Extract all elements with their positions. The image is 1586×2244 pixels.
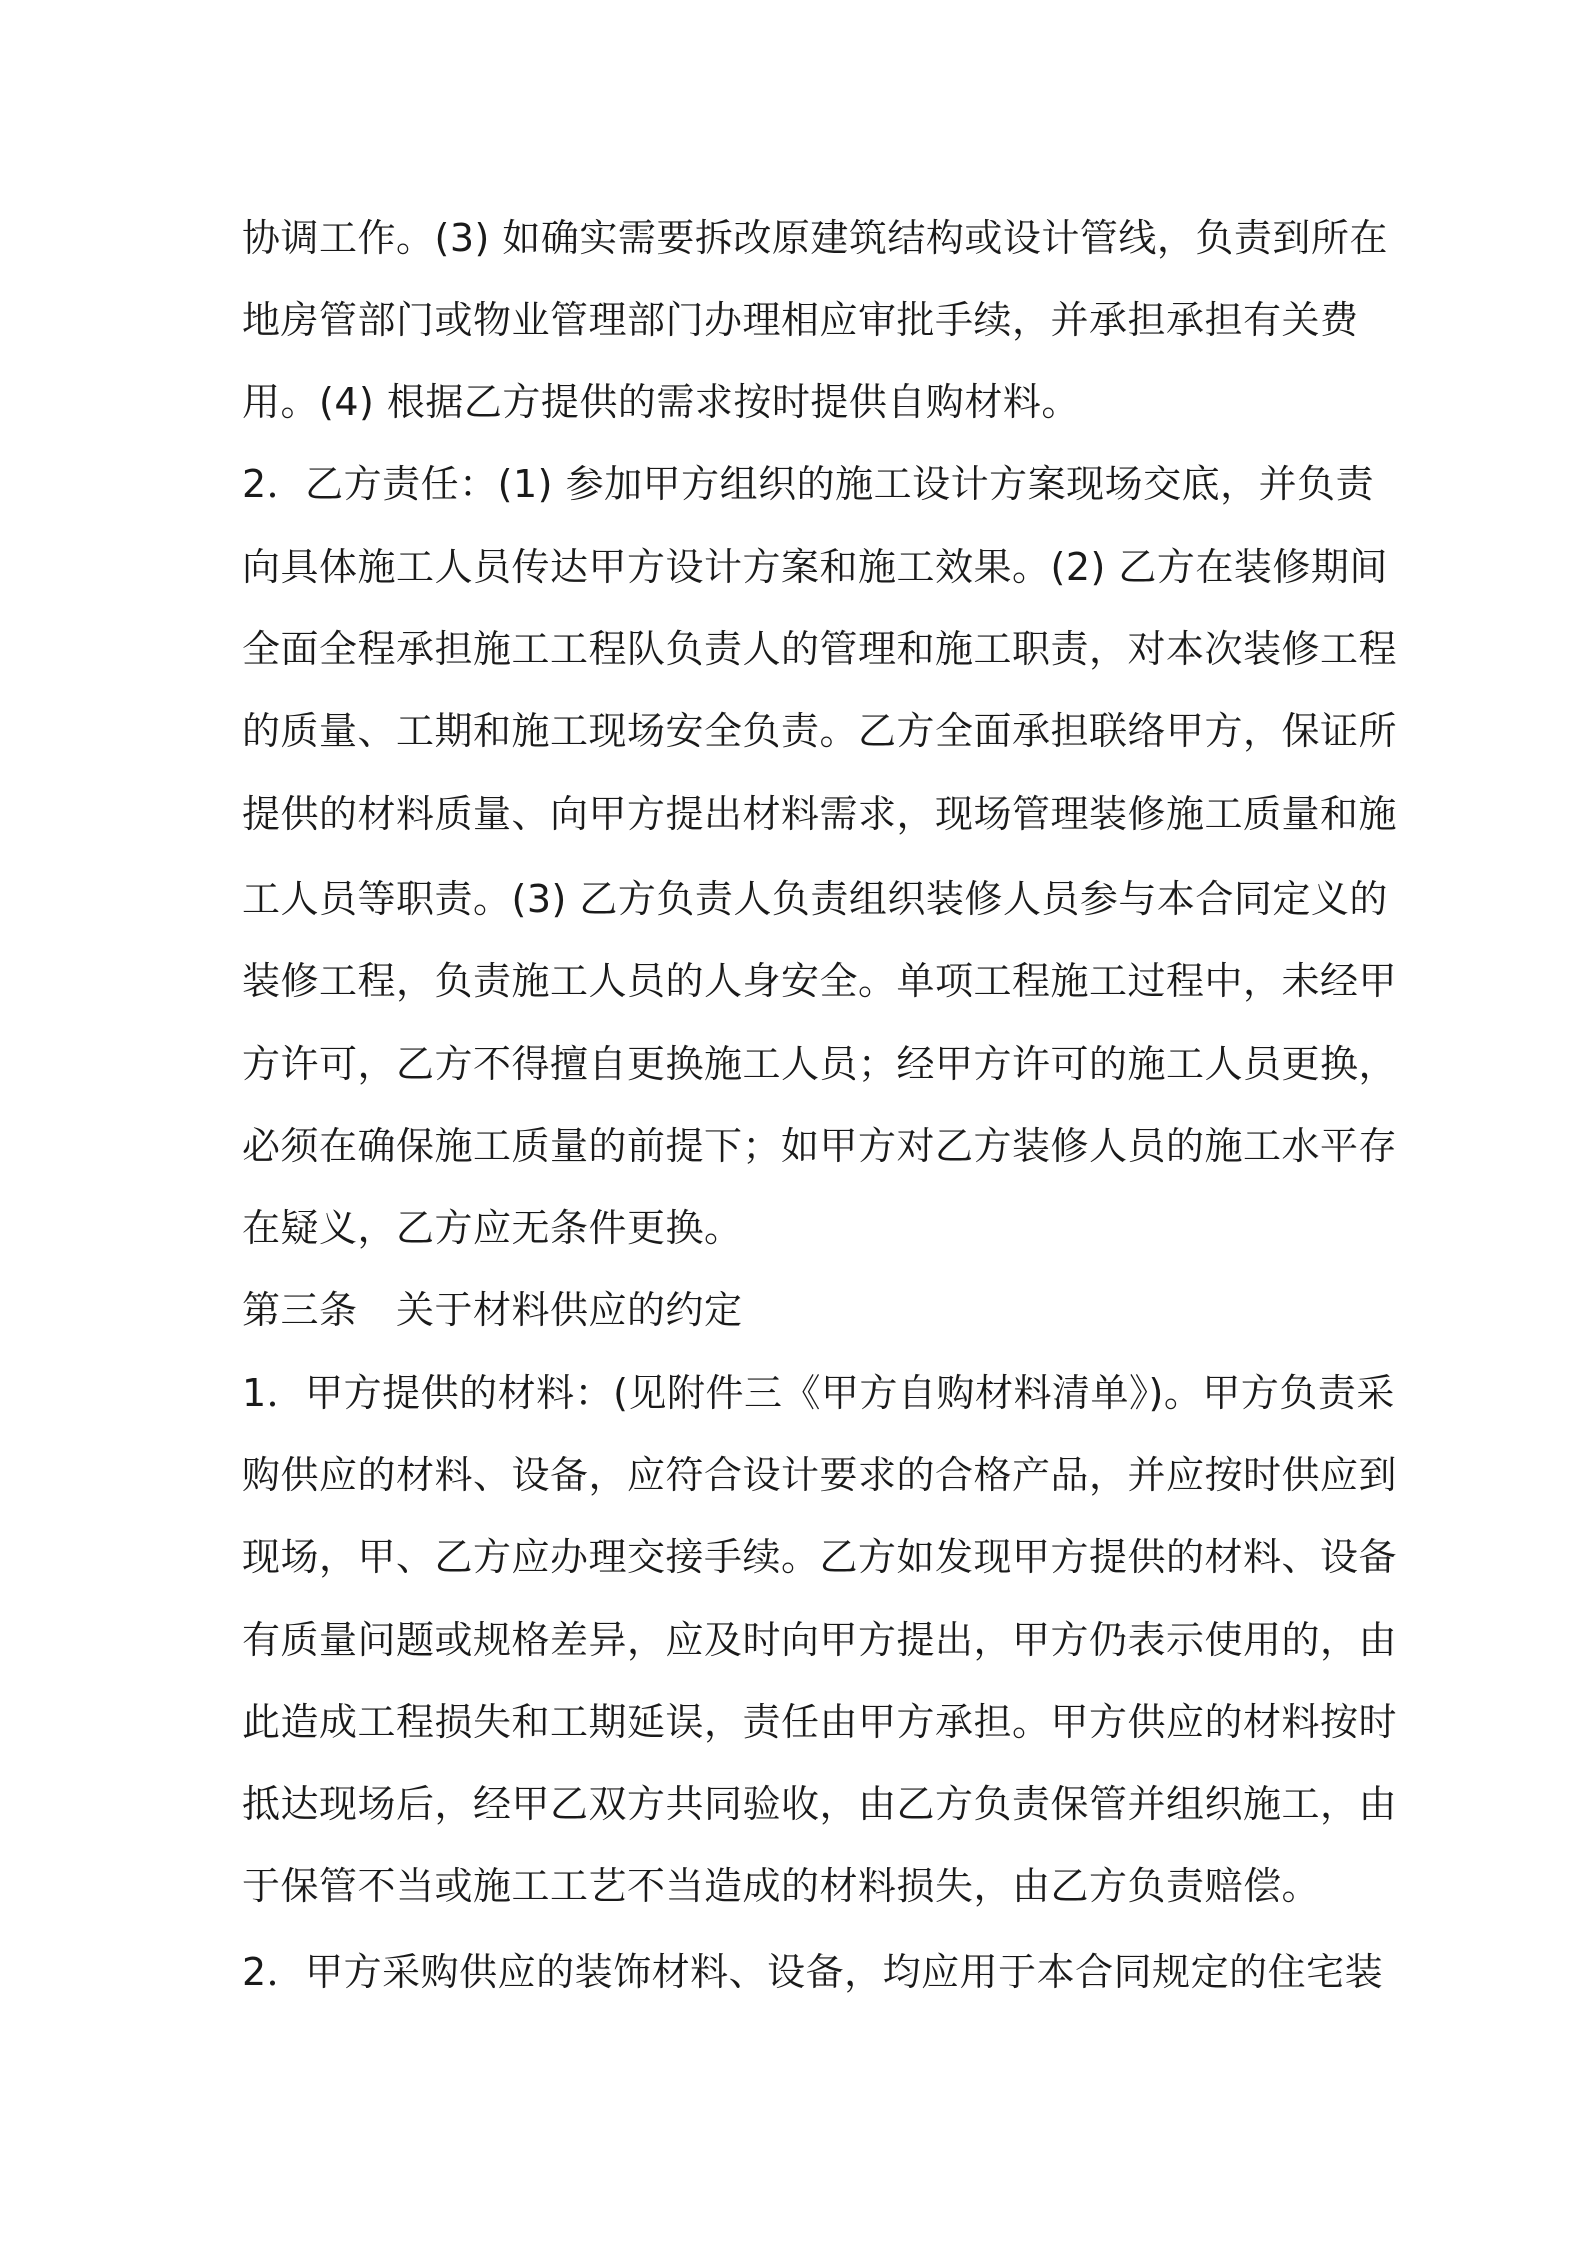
text-line: 全面全程承担施工工程队负责人的管理和施工职责，对本次装修工程 — [242, 627, 1398, 671]
section-heading: 第三条 关于材料供应的约定 — [242, 1288, 743, 1332]
text-line: 有质量问题或规格差异，应及时向甲方提出，甲方仍表示使用的，由 — [242, 1618, 1398, 1662]
text-line: 提供的材料质量、向甲方提出材料需求，现场管理装修施工质量和施 — [242, 792, 1398, 836]
text-line: 协调工作。(3) 如确实需要拆改原建筑结构或设计管线，负责到所在 — [242, 216, 1388, 260]
text-line: 装修工程，负责施工人员的人身安全。单项工程施工过程中，未经甲 — [242, 959, 1398, 1003]
text-line: 现场，甲、乙方应办理交接手续。乙方如发现甲方提供的材料、设备 — [242, 1535, 1398, 1579]
text-line: 此造成工程损失和工期延误，责任由甲方承担。甲方供应的材料按时 — [242, 1700, 1398, 1744]
text-line: 方许可，乙方不得擅自更换施工人员；经甲方许可的施工人员更换， — [242, 1042, 1398, 1086]
text-line: 工人员等职责。(3) 乙方负责人负责组织装修人员参与本合同定义的 — [242, 877, 1388, 921]
text-line: 必须在确保施工质量的前提下；如甲方对乙方装修人员的施工水平存 — [242, 1124, 1398, 1168]
text-line: 的质量、工期和施工现场安全负责。乙方全面承担联络甲方，保证所 — [242, 709, 1398, 753]
text-line: 地房管部门或物业管理部门办理相应审批手续，并承担承担有关费 — [242, 298, 1359, 342]
text-line: 购供应的材料、设备，应符合设计要求的合格产品，并应按时供应到 — [242, 1453, 1398, 1497]
text-line: 用。(4) 根据乙方提供的需求按时提供自购材料。 — [242, 380, 1080, 424]
text-line: 2．乙方责任：(1) 参加甲方组织的施工设计方案现场交底，并负责 — [242, 462, 1375, 506]
text-line: 在疑义，乙方应无条件更换。 — [242, 1206, 743, 1250]
text-line: 1．甲方提供的材料：(见附件三《甲方自购材料清单》)。甲方负责采 — [242, 1371, 1395, 1415]
text-line: 向具体施工人员传达甲方设计方案和施工效果。(2) 乙方在装修期间 — [242, 545, 1388, 589]
text-line: 抵达现场后，经甲乙双方共同验收，由乙方负责保管并组织施工，由 — [242, 1782, 1398, 1826]
text-line: 2．甲方采购供应的装饰材料、设备，均应用于本合同规定的住宅装 — [242, 1950, 1384, 1994]
text-line: 于保管不当或施工工艺不当造成的材料损失，由乙方负责赔偿。 — [242, 1864, 1321, 1908]
